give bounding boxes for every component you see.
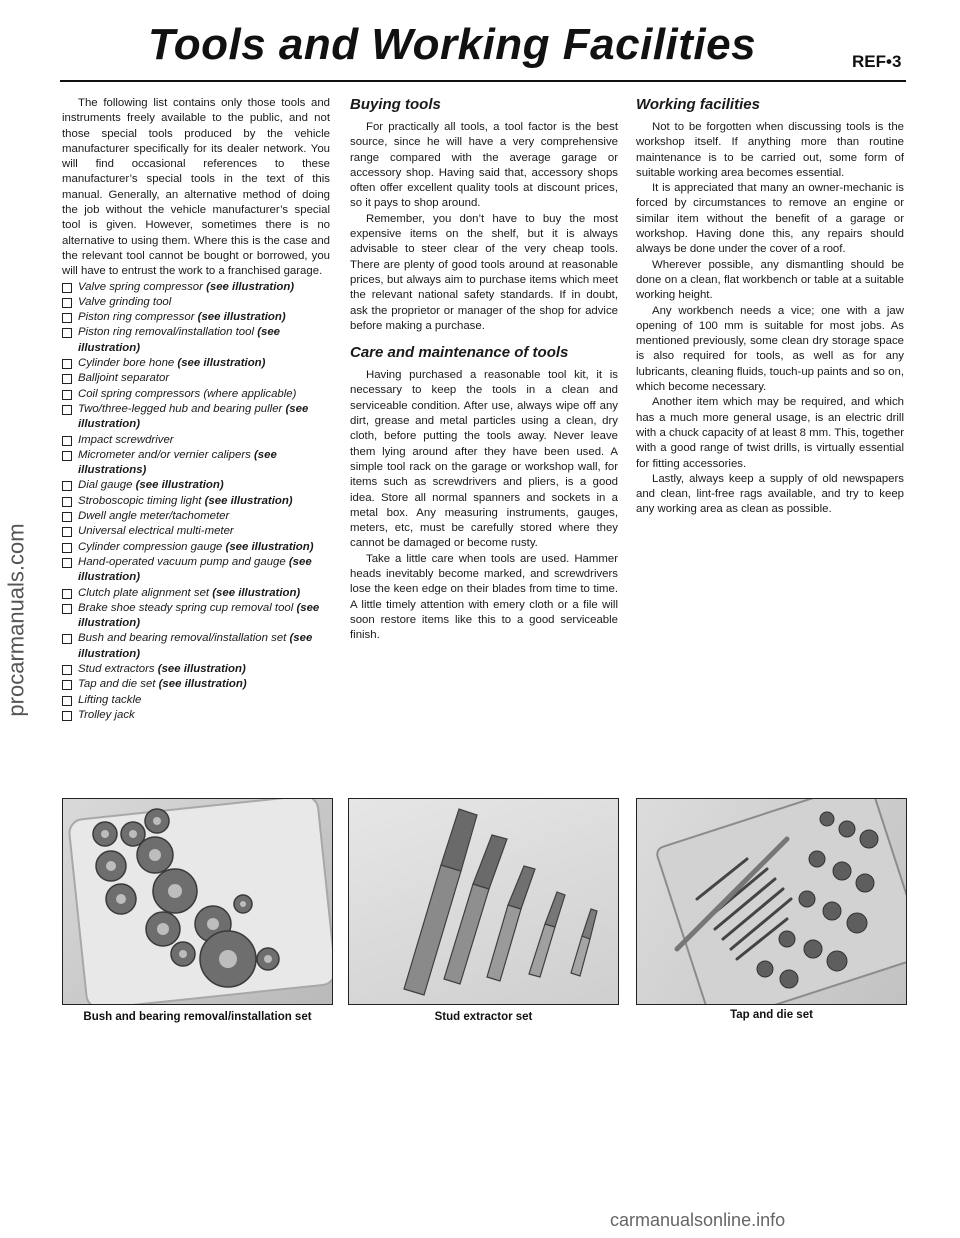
tool-name: Coil spring compressors (where applicable) [78,387,297,400]
tool-name: Dwell angle meter/tachometer [78,510,230,523]
tool-name: Cylinder compression gauge [78,540,226,553]
tool-name: Stroboscopic timing light [78,494,205,507]
illustration-note: (see illustration) [225,540,314,553]
heading-working-facilities: Working facilities [636,96,760,113]
tool-list-item [62,280,330,295]
page-title: Tools and Working Facilities [148,20,757,69]
title-rule [60,80,906,82]
tool-name: Clutch plate alignment set [78,586,213,599]
tool-list-item [62,402,330,433]
tool-list-item [62,677,330,692]
heading-buying-tools: Buying tools [350,96,441,113]
intro-paragraph: The following list contains only those tools and instruments freely available to the public, and not those special tools produced by the vehicle manufacturer specifically for its dealer network. You will find occasional references to these manufacturer’s special tools in the text of this manual. Generally, an alternative method of doing the job without the vehicle manufacturer’s special tool is given. However, sometimes there is no alternative to using them. Where this is the case and the relevant tool cannot be bought or borrowed, you will have to entrust the work to a franchised garage. [62,97,330,278]
illustration-note: (see illustration) [135,479,224,492]
facilities-paragraph-5: Another item which may be required, and which has a much more general usage, is an electric drill with a chuck capacity of at least 8 mm. This, together with a good range of twist drills, is virtually essential for fitting accessories. [636,396,904,470]
illustration-note: (see illustration) [204,494,293,507]
checkbox-icon [62,374,72,384]
illustration-note: (see illustration) [157,662,246,675]
checkbox-icon [62,390,72,400]
illustration-note: (see illustration) [78,601,320,630]
tool-name: Two/three-legged hub and bearing puller [78,402,286,415]
column-3 [636,96,904,518]
illustration-note: (see illustration) [177,357,266,370]
checkbox-icon [62,283,72,293]
tool-list-item [62,494,330,509]
facilities-paragraph-1: Not to be forgotten when discussing tools is the workshop itself. If anything more than routine maintenance is to be carried out, some form of suitable working area becomes essential. [636,121,904,179]
illustration-note: (see illustration) [78,632,313,660]
illustration-note: (see illustration) [78,326,280,354]
footer-watermark: carmanualsonline.info [610,1210,786,1230]
column-2 [350,96,618,644]
checkbox-icon [62,497,72,507]
checkbox-icon [62,313,72,323]
tool-name: Micrometer and/or vernier calipers [78,448,254,461]
illustration-note: (see illustrations) [78,448,277,477]
tool-list-item [62,693,330,708]
tool-list-item [62,310,330,325]
checkbox-icon [62,481,72,491]
page-reference: REF•3 [852,52,902,71]
tool-list-item [62,540,330,555]
tool-list-item [62,325,330,356]
tool-list-item [62,555,330,586]
tool-list-item [62,433,330,448]
checkbox-icon [62,589,72,599]
facilities-paragraph-3: Wherever possible, any dismantling should be done on a clean, flat workbench or table at a suitable working height. [636,258,904,302]
checkbox-icon [62,665,72,675]
watermark-text: procarmanuals.com [4,523,29,717]
checkbox-icon [62,298,72,308]
checkbox-icon [62,451,72,461]
checkbox-icon [62,711,72,721]
tool-name: Trolley jack [78,708,135,721]
checkbox-icon [62,634,72,644]
tool-name: Piston ring compressor [78,311,198,324]
tool-list [62,280,330,724]
tool-name: Balljoint separator [78,372,170,385]
checkbox-icon [62,527,72,537]
photo-stud-extractor-set [348,798,619,1005]
tool-list-item [62,708,330,723]
tool-name: Hand-operated vacuum pump and gauge [78,555,289,568]
tool-name: Cylinder bore hone [78,357,178,370]
tool-name: Tap and die set [78,678,159,691]
checkbox-icon [62,512,72,522]
illustration-note: (see illustration) [158,678,247,691]
tool-name: Valve spring compressor [78,280,207,293]
tool-name: Brake shoe steady spring cup removal tool [78,601,297,614]
buying-paragraph-2: Remember, you don’t have to buy the most expensive items on the shelf, but it is always advisable to steer clear of the very cheap tools. There are plenty of good tools around at reasonable prices, but always aim to purchase items which meet the relevant national safety standards. If in doubt, ask the proprietor or manager of the shop for advice before making a purchase. [350,212,618,332]
facilities-paragraph-6: Lastly, always keep a supply of old newspapers and clean, lint-free rags available, and try to keep any working area as clean as possible. [636,472,904,516]
tool-name: Stud extractors [78,662,158,675]
photo-bush-bearing-set [62,798,333,1005]
tool-name: Universal electrical multi-meter [78,525,234,538]
tool-list-item [62,387,330,402]
checkbox-icon [62,405,72,415]
column-1 [62,96,330,723]
checkbox-icon [62,604,72,614]
tool-list-item [62,509,330,524]
tool-name: Dial gauge [78,479,136,492]
caption-tap-die-set: Tap and die set [730,1009,813,1021]
checkbox-icon [62,680,72,690]
tool-list-item [62,448,330,479]
facilities-paragraph-4: Any workbench needs a vice; one with a jaw opening of 100 mm is suitable for most jobs. As mentioned previously, some clean dry storage space is also required for tools, as well as for any lubricants, cleaning fluids, touch-up paints and so on, which become necessary. [636,304,904,394]
tool-list-item [62,295,330,310]
photo-tap-die-set [636,798,907,1005]
facilities-paragraph-2: It is appreciated that many an owner-mechanic is forced by circumstances to remove an engine or similar item without the benefit of a garage or workshop. Having done this, any repairs should always be done under the cover of a roof. [636,182,904,256]
illustration-note: (see illustration) [78,402,309,431]
tool-list-item [62,601,330,632]
checkbox-icon [62,543,72,553]
care-paragraph-1: Having purchased a reasonable tool kit, it is necessary to keep the tools in a clean and serviceable condition. After use, always wipe off any dirt, grease and metal particles using a clean, dry cloth, before putting the tools away. Never leave them lying around after they have been used. A simple tool rack on the garage or workshop wall, for items such as screwdrivers and pliers, is a good idea. Store all normal spanners and sockets in a metal box. Any measuring instruments, gauges, meters, etc, must be carefully stored where they cannot be damaged or become rusty. [350,369,618,550]
caption-stud-extractor-set: Stud extractor set [434,1011,533,1023]
illustration-note: (see illustration) [206,280,295,293]
checkbox-icon [62,436,72,446]
checkbox-icon [62,696,72,706]
checkbox-icon [62,328,72,338]
tool-list-item [62,371,330,386]
side-watermark [2,500,32,740]
tool-list-item [62,356,330,371]
tool-name: Lifting tackle [78,693,142,706]
checkbox-icon [62,558,72,568]
buying-paragraph-1: For practically all tools, a tool factor is the best source, since he will have a very comprehensive range compared with the average garage or accessory shop. Having said that, accessory shops often offer excellent quality tools at discount prices, so it pays to shop around. [350,121,618,210]
tool-list-item [62,662,330,677]
heading-care-maintenance: Care and maintenance of tools [350,344,569,362]
tool-name: Impact screwdriver [78,433,174,446]
illustration-note: (see illustration) [197,311,286,324]
tool-list-item [62,631,330,662]
tool-name: Valve grinding tool [78,295,172,308]
tool-list-item [62,586,330,601]
tool-list-item [62,478,330,493]
tool-name: Bush and bearing removal/installation set [78,632,290,645]
caption-bush-bearing-set: Bush and bearing removal/installation set [83,1011,312,1023]
checkbox-icon [62,359,72,369]
illustration-note: (see illustration) [78,555,312,584]
illustration-note: (see illustration) [212,586,301,599]
tool-list-item [62,524,330,539]
care-paragraph-2: Take a little care when tools are used. Hammer heads inevitably become marked, and screwdrivers lose the keen edge on their blades from time to time. A little timely attention with emery cloth or a file will soon restore items like this to a good serviceable finish. [350,552,618,642]
tool-name: Piston ring removal/installation tool [78,326,258,339]
